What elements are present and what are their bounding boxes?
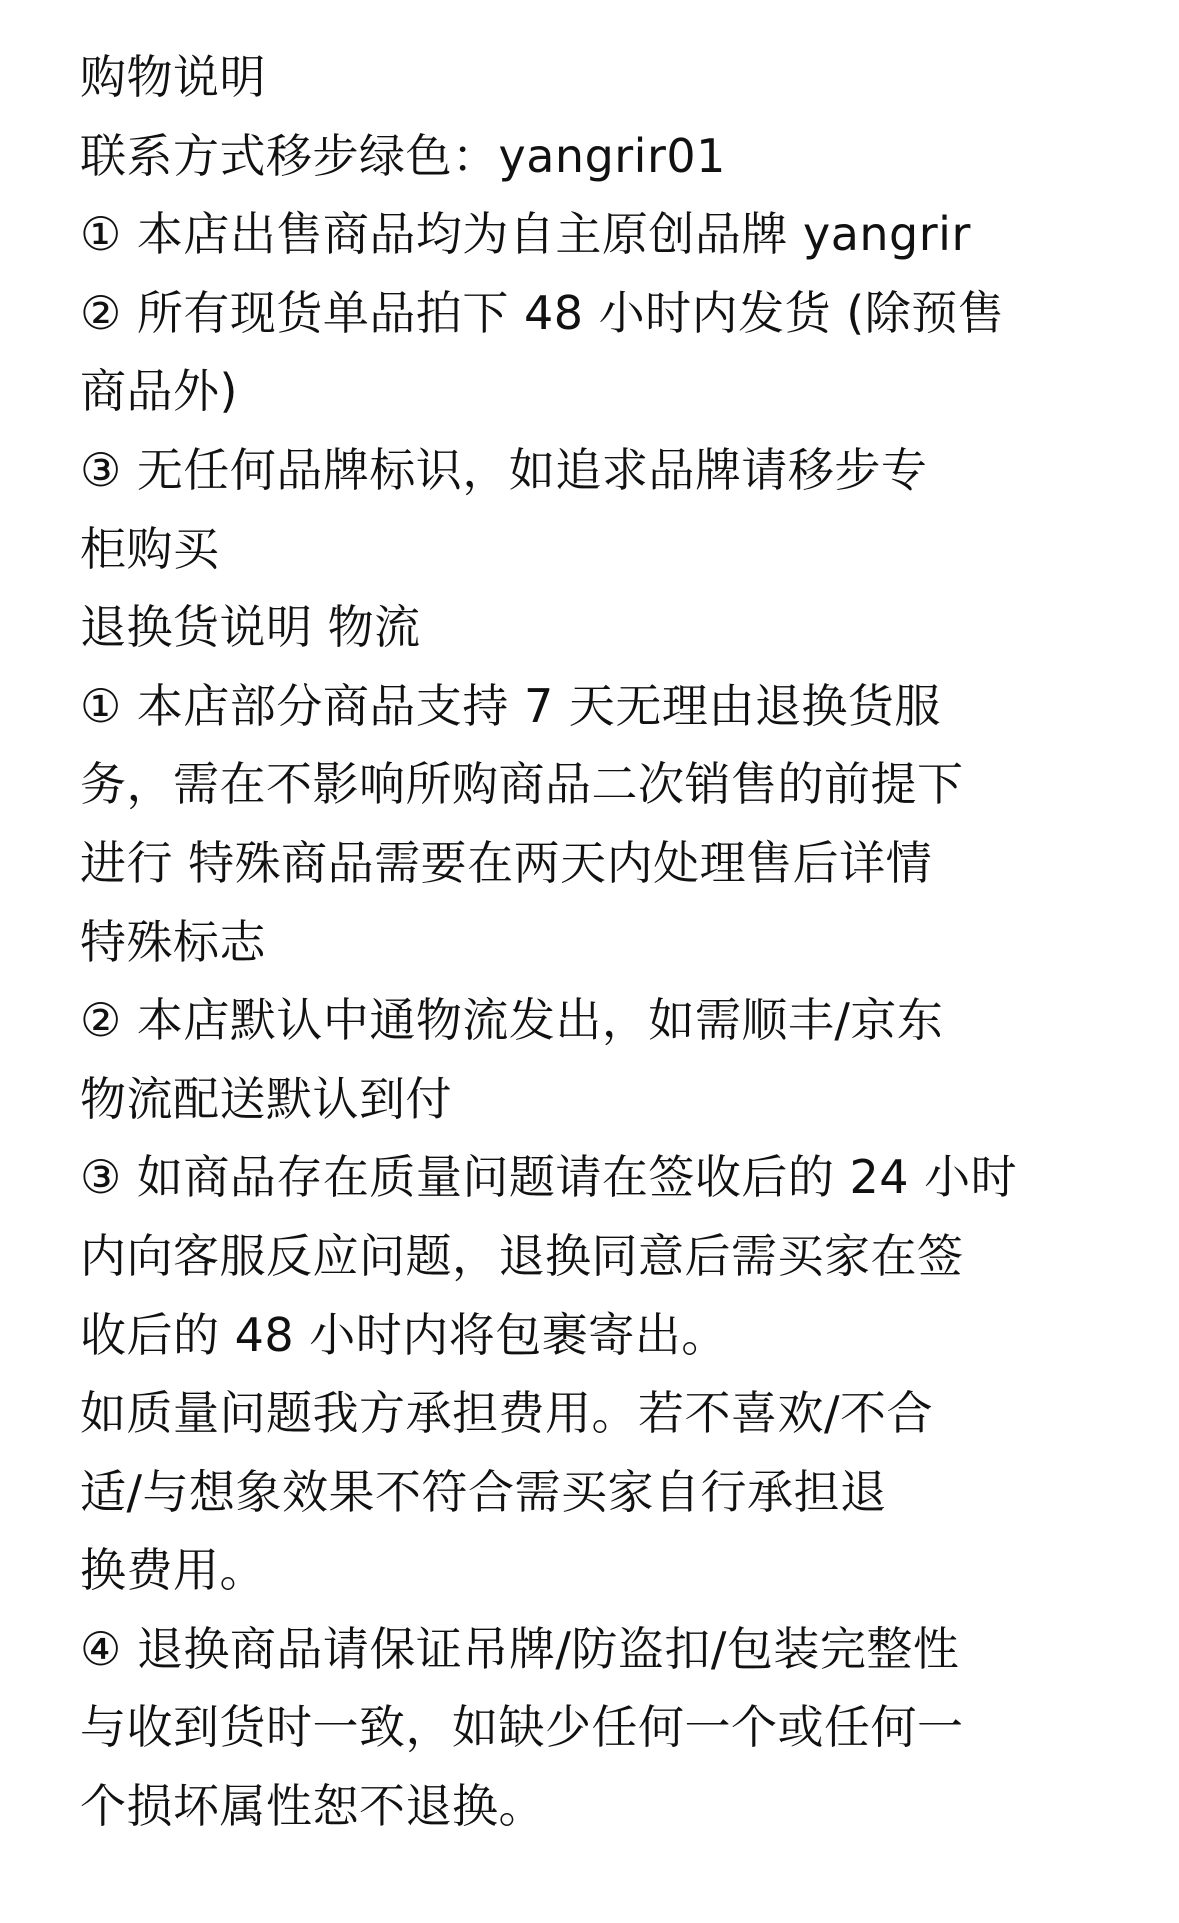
text-line: ② 所有现货单品拍下 48 小时内发货 (除预售 [80,285,1005,340]
text-line: 进行 特殊商品需要在两天内处理售后详情 [80,835,933,890]
text-line: 商品外) [80,364,238,419]
text-line: 换费用。 [80,1543,266,1598]
text-line: 特殊标志 [80,914,266,969]
text-line: 个损坏属性恕不退换。 [80,1779,545,1834]
text-line: 适/与想象效果不符合需买家自行承担退 [80,1464,887,1519]
text-line: ③ 如商品存在质量问题请在签收后的 24 小时 [80,1150,1018,1205]
text-line: 物流配送默认到付 [80,1071,452,1126]
text-line: ④ 退换商品请保证吊牌/防盗扣/包装完整性 [80,1621,960,1676]
heading-shopping-notice: 购物说明 [80,50,266,104]
text-line: 柜购买 [80,521,220,576]
text-line: 内向客服反应问题，退换同意后需买家在签 [80,1228,964,1283]
heading-return-logistics: 退换货说明 物流 [80,600,421,655]
contact-line: 联系方式移步绿色：yangrir01 [80,128,726,183]
text-line: 与收到货时一致，如缺少任何一个或任何一 [80,1700,964,1755]
text-line: 收后的 48 小时内将包裹寄出。 [80,1307,728,1362]
text-line: ② 本店默认中通物流发出，如需顺丰/京东 [80,993,944,1048]
text-line: ① 本店出售商品均为自主原创品牌 yangrir [80,207,971,262]
text-line: 务，需在不影响所购商品二次销售的前提下 [80,757,964,812]
shopping-notice-text [80,38,1140,1846]
text-line: ① 本店部分商品支持 7 天无理由退换货服 [80,678,941,733]
text-line: 如质量问题我方承担费用。若不喜欢/不合 [80,1386,933,1441]
text-line: ③ 无任何品牌标识，如追求品牌请移步专 [80,442,928,497]
